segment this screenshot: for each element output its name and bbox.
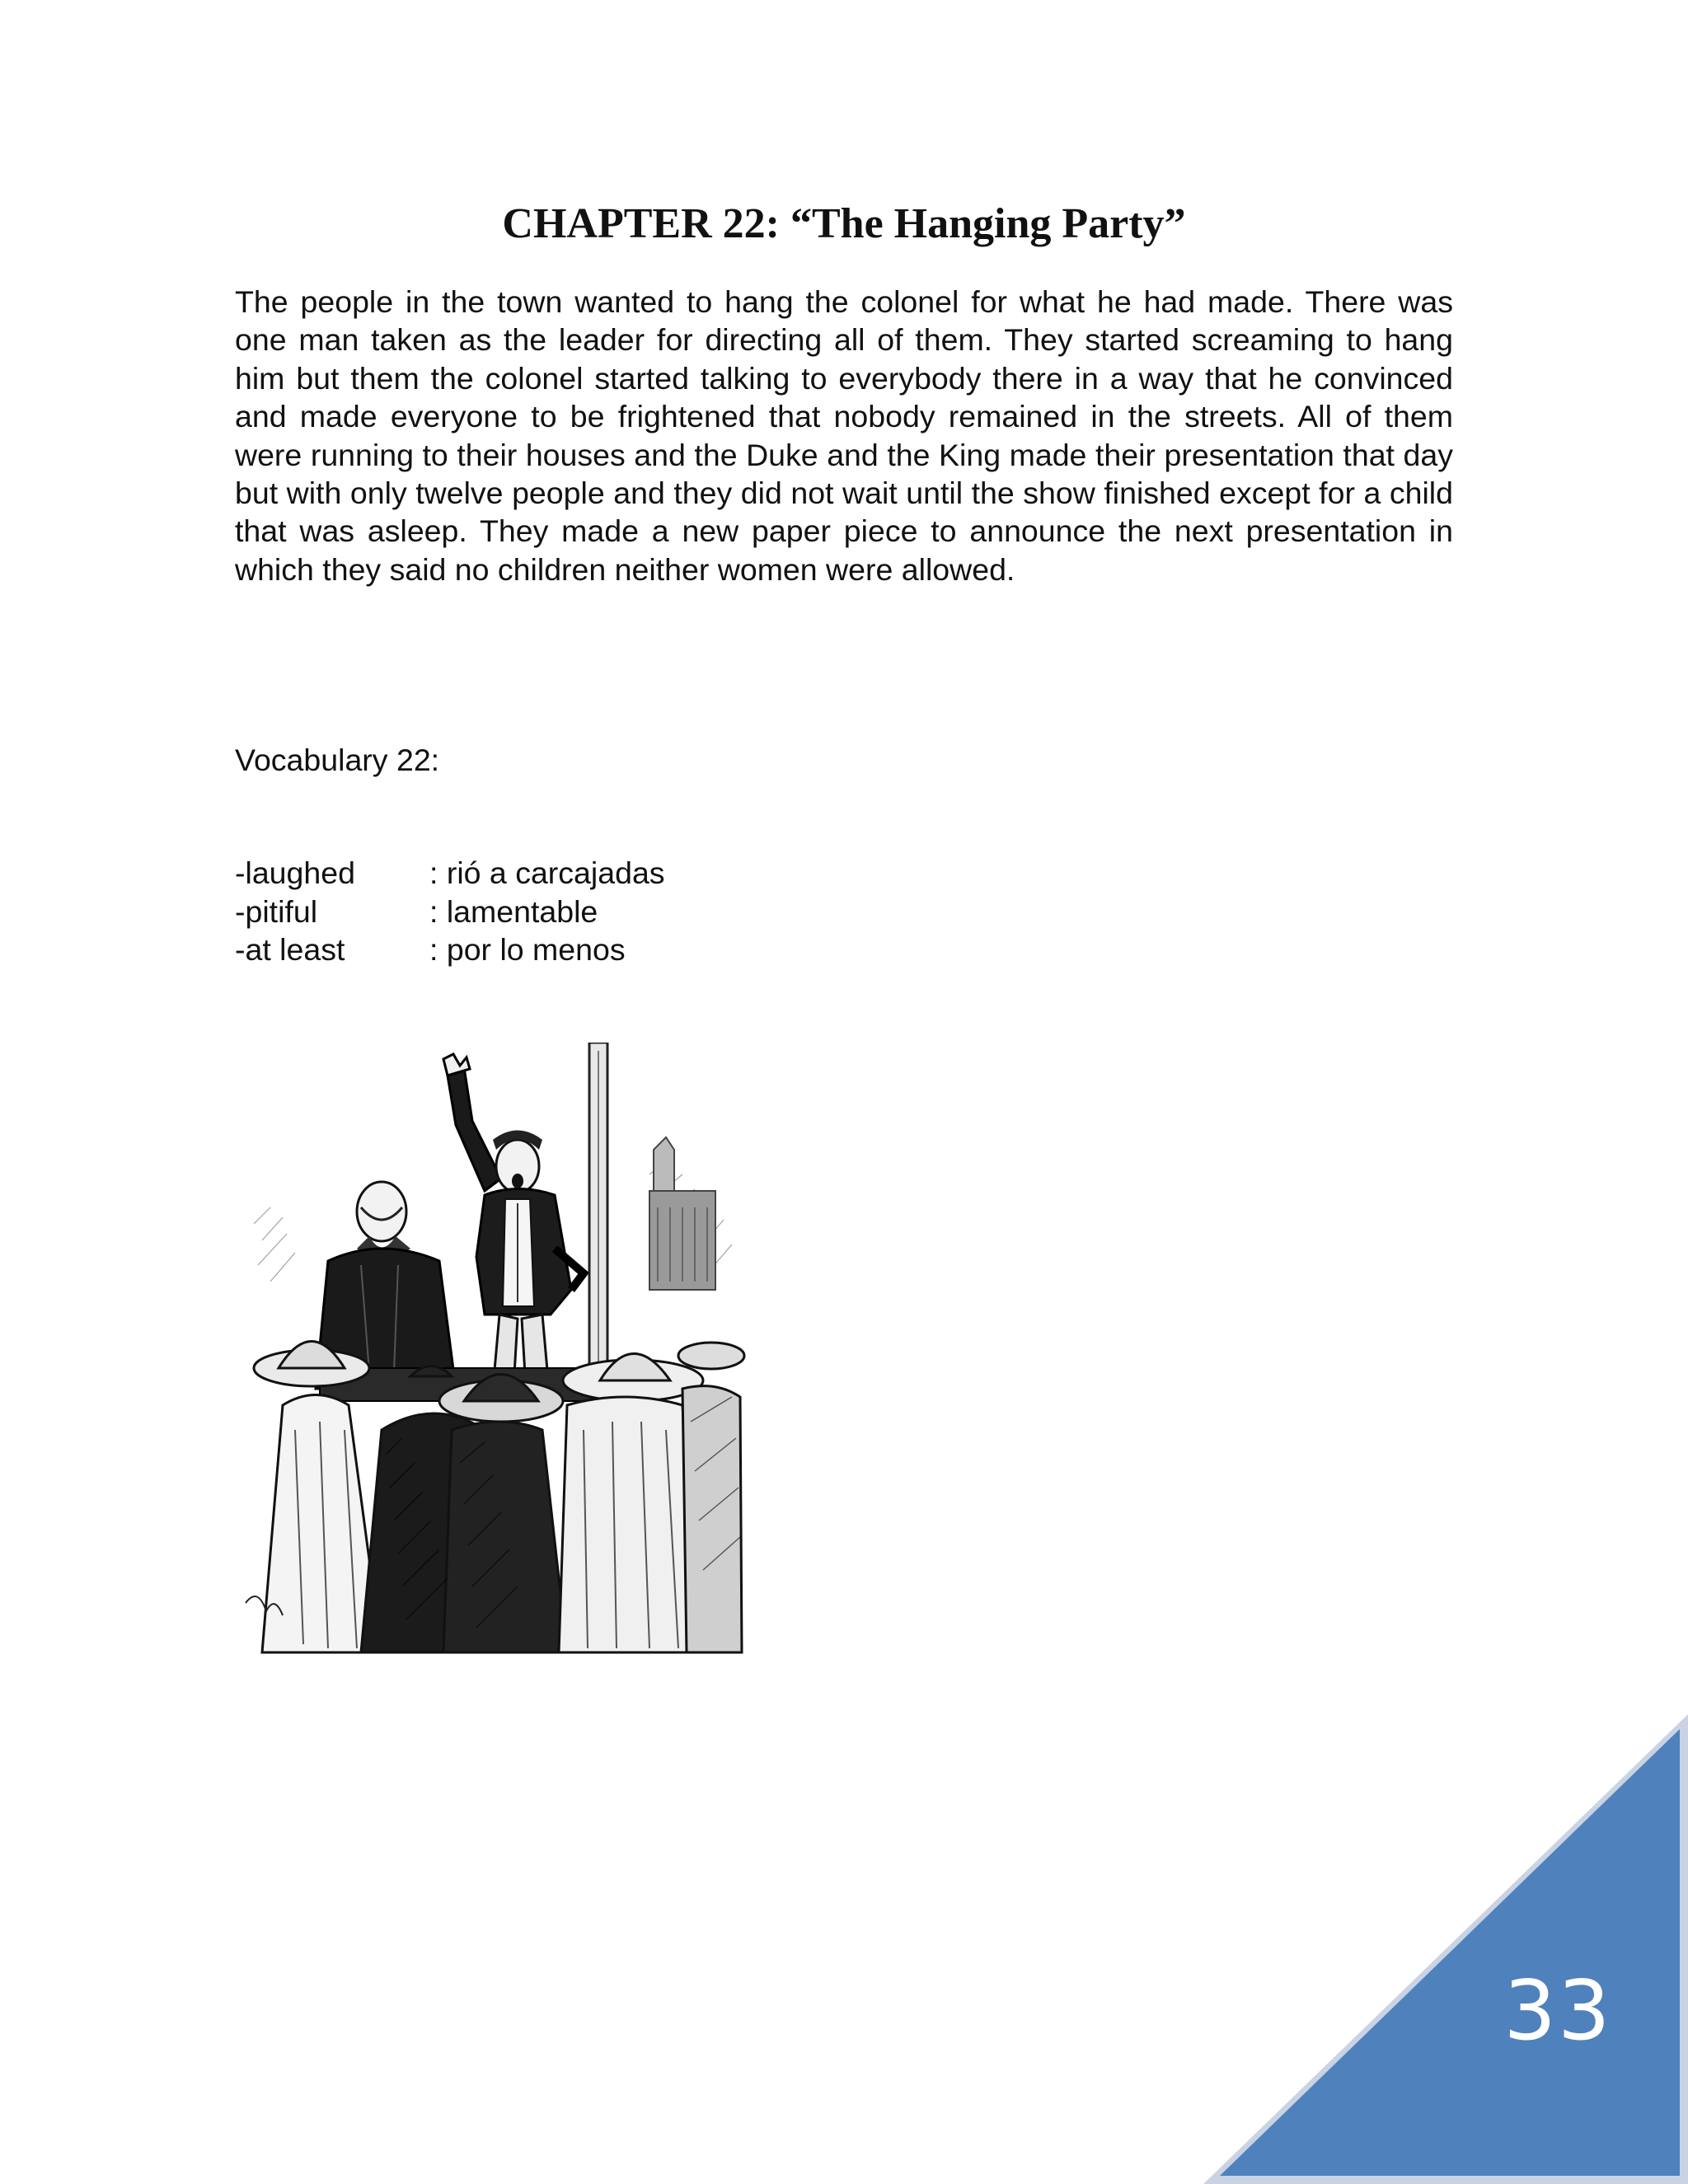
building-icon (649, 1137, 715, 1290)
vocabulary-heading: Vocabulary 22: (235, 743, 440, 777)
speaker-figure (443, 1054, 584, 1389)
vocabulary-item (235, 893, 665, 931)
engraving-illustration (237, 1043, 748, 1661)
vocabulary-item (235, 930, 665, 969)
vocabulary-term: -pitiful (235, 893, 318, 929)
vocabulary-term: -laughed (235, 855, 355, 890)
chapter-title: CHAPTER 22: “The Hanging Party” (502, 200, 1186, 247)
page-corner-triangle (1203, 1714, 1688, 2184)
chapter-summary-paragraph: The people in the town wanted to hang the colonel for what he had made. There was one man taken as the leader for directing all of them. They started screaming to hang him but them the colonel started talking to everybody there in a way that he convinced and made everyone to be frightened that nobody remained in the streets. All of them were running to their houses and the Duke and the King made their presentation that day but with only twelve people and they did not wait until the show finished except for a child that was asleep. They made a new paper piece to announce the next presentation in which they said no children neither women were allowed. (235, 284, 1453, 587)
vocabulary-definition: : por lo menos (429, 932, 626, 967)
vocabulary-definition: : lamentable (429, 893, 598, 929)
pole-icon (589, 1043, 607, 1405)
vocabulary-list (235, 854, 665, 969)
crowd-bodies (262, 1386, 742, 1652)
vocabulary-definition: : rió a carcajadas (429, 855, 665, 890)
vocabulary-item (235, 854, 665, 893)
page-number: 33 (1503, 1962, 1612, 2059)
vocabulary-term: -at least (235, 932, 345, 967)
